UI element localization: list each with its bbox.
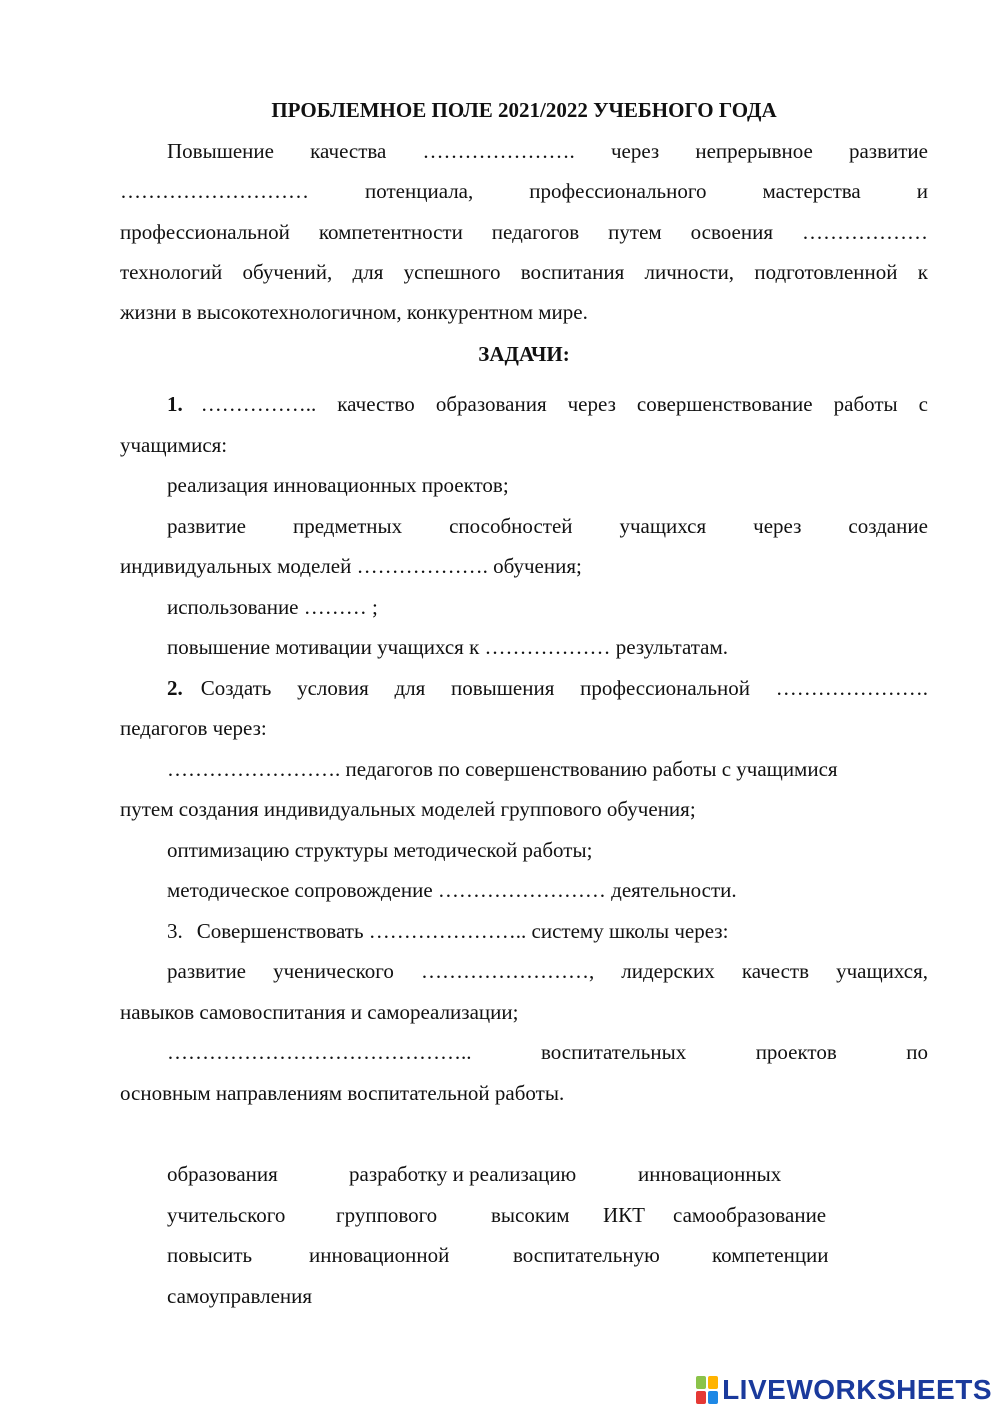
intro-word: успешного — [403, 260, 501, 284]
task2-number: 2. — [167, 676, 183, 700]
word-bank-item[interactable]: группового — [336, 1203, 438, 1227]
brand-name: LIVEWORKSHEETS — [722, 1374, 992, 1405]
word-bank-item[interactable]: учительского — [167, 1203, 286, 1227]
intro-word: потенциала, — [365, 179, 474, 203]
task-word: условия — [297, 676, 369, 700]
task-word: воспитательных — [540, 1040, 687, 1064]
task-word: Создать — [200, 676, 272, 700]
blank-1[interactable]: …………………. — [422, 139, 575, 163]
task1-line-1 — [167, 390, 928, 418]
word-bank-item[interactable]: образования — [167, 1162, 278, 1186]
intro-word: технологий — [120, 260, 223, 284]
word-bank-item[interactable]: воспитательную — [513, 1243, 660, 1267]
task3-number: 3. — [167, 919, 183, 943]
intro-word: через — [610, 139, 660, 163]
task2-item-2: оптимизацию структуры методической работы; — [167, 838, 593, 862]
task1-item-4[interactable]: повышение мотивации учащихся к ……………… результатам. — [167, 635, 729, 659]
word-bank-item[interactable]: разработку и реализацию — [349, 1162, 577, 1186]
intro-word: личности, — [644, 260, 735, 284]
task1-number: 1. — [167, 392, 183, 416]
word-bank-item[interactable]: компетенции — [712, 1243, 829, 1267]
word-bank-item[interactable]: самообразование — [673, 1203, 827, 1227]
intro-word: качества — [310, 139, 387, 163]
task-word: лидерских — [621, 959, 715, 983]
task-word: для — [394, 676, 426, 700]
task-word: с — [918, 392, 928, 416]
task-word: учащихся — [619, 514, 707, 538]
word-bank-item[interactable]: повысить — [167, 1243, 253, 1267]
task-word: через — [567, 392, 616, 416]
task2-item-1-line-1[interactable]: ……………………. педагогов по совершенствованию работы с учащимися — [167, 757, 838, 781]
intro-line-4 — [120, 258, 928, 286]
intro-line-5: жизни в высокотехнологичном, конкурентном мире. — [120, 300, 588, 324]
task-word: способностей — [449, 514, 573, 538]
word-bank-item[interactable]: инновационных — [638, 1162, 782, 1186]
intro-word: путем — [608, 220, 662, 244]
tasks-heading: ЗАДАЧИ: — [478, 342, 570, 366]
intro-word: развитие — [848, 139, 928, 163]
task1-line-2: учащимися: — [120, 433, 228, 457]
intro-word: и — [916, 179, 928, 203]
intro-word: Повышение — [167, 139, 274, 163]
intro-word: для — [352, 260, 384, 284]
word-bank-item[interactable]: инновационной — [309, 1243, 450, 1267]
task1-item-3[interactable]: использование ……… ; — [167, 595, 378, 619]
blank-4[interactable]: …………….. — [200, 392, 317, 416]
intro-word: мастерства — [762, 179, 861, 203]
intro-word: к — [917, 260, 928, 284]
task1-item-2-line-1 — [167, 512, 928, 540]
task-word: учащихся, — [836, 959, 928, 983]
intro-word: обучений, — [242, 260, 333, 284]
word-bank-item[interactable]: ИКТ — [603, 1203, 645, 1227]
task3-item-1-line-1 — [167, 957, 928, 985]
intro-word: профессиональной — [120, 220, 290, 244]
task-word: совершенствование — [636, 392, 813, 416]
blank-2[interactable]: ……………………… — [120, 179, 309, 203]
task-word: работы — [833, 392, 898, 416]
intro-line-1 — [167, 137, 928, 165]
word-bank-item[interactable]: самоуправления — [167, 1284, 313, 1308]
task-word: по — [906, 1040, 928, 1064]
blank-5[interactable]: …………………. — [775, 676, 928, 700]
intro-word: воспитания — [520, 260, 625, 284]
task2-item-1-line-2: путем создания индивидуальных моделей группового обучения; — [120, 797, 696, 821]
task-word: качеств — [741, 959, 810, 983]
page-title: ПРОБЛЕМНОЕ ПОЛЕ 2021/2022 УЧЕБНОГО ГОДА — [271, 98, 777, 122]
intro-word: педагогов — [491, 220, 580, 244]
task3-item-1-line-2: навыков самовоспитания и самореализации; — [120, 1000, 519, 1024]
task-word: создание — [848, 514, 928, 538]
task3-item-2-line-2: основным направлениям воспитательной работы. — [120, 1081, 565, 1105]
task-word: развитие — [167, 514, 247, 538]
intro-word: профессионального — [529, 179, 707, 203]
intro-word: освоения — [690, 220, 773, 244]
intro-word: компетентности — [318, 220, 463, 244]
intro-word: подготовленной — [754, 260, 898, 284]
task2-item-3[interactable]: методическое сопровождение …………………… деятельности. — [167, 878, 737, 902]
task-word: повышения — [451, 676, 555, 700]
word-bank-item[interactable]: высоким — [491, 1203, 570, 1227]
task2-line-2: педагогов через: — [120, 716, 267, 740]
task3-line-1-text[interactable]: Совершенствовать ………………….. систему школы через: — [196, 919, 729, 943]
task-word: проектов — [755, 1040, 837, 1064]
liveworksheets-logo-icon — [696, 1376, 718, 1404]
intro-word: непрерывное — [695, 139, 813, 163]
task3-line-1 — [167, 917, 928, 945]
task-word: качество — [337, 392, 415, 416]
task-word: профессиональной — [580, 676, 750, 700]
task1-item-2-line-2[interactable]: индивидуальных моделей ………………. обучения; — [120, 554, 582, 578]
task-word: развитие — [167, 959, 247, 983]
task-word: предметных — [293, 514, 403, 538]
task3-item-2-line-1 — [167, 1038, 928, 1066]
task1-item-1: реализация инновационных проектов; — [167, 473, 509, 497]
task-word: через — [753, 514, 802, 538]
task2-line-1 — [167, 674, 928, 702]
blank-7[interactable]: …………………………………….. — [167, 1040, 472, 1064]
task-word: образования — [435, 392, 547, 416]
intro-line-3 — [120, 218, 928, 246]
blank-3[interactable]: ……………… — [801, 220, 928, 244]
intro-line-2 — [120, 177, 928, 205]
blank-6[interactable]: ……………………, — [420, 959, 595, 983]
liveworksheets-logo — [696, 1373, 992, 1407]
task-word: ученического — [273, 959, 394, 983]
